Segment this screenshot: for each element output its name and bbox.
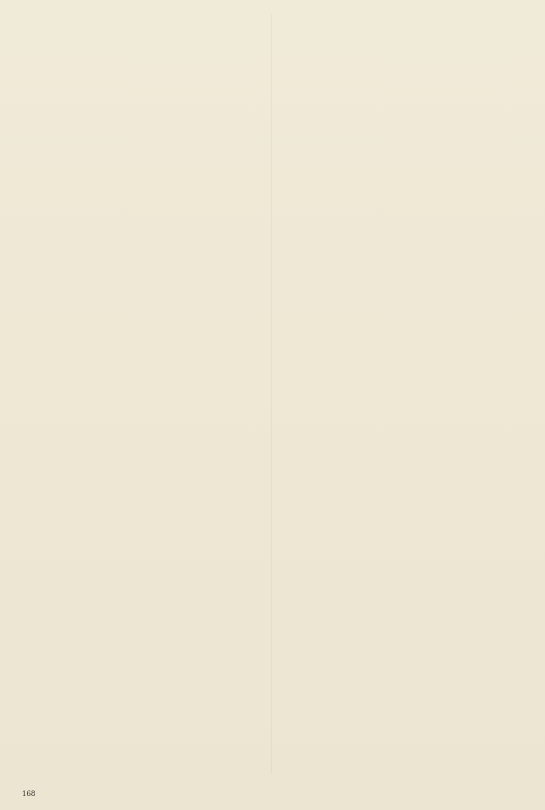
column-gutter <box>271 14 272 774</box>
page-number: 168 <box>22 790 36 798</box>
left-text-column <box>22 12 270 772</box>
right-text-column <box>276 12 524 772</box>
